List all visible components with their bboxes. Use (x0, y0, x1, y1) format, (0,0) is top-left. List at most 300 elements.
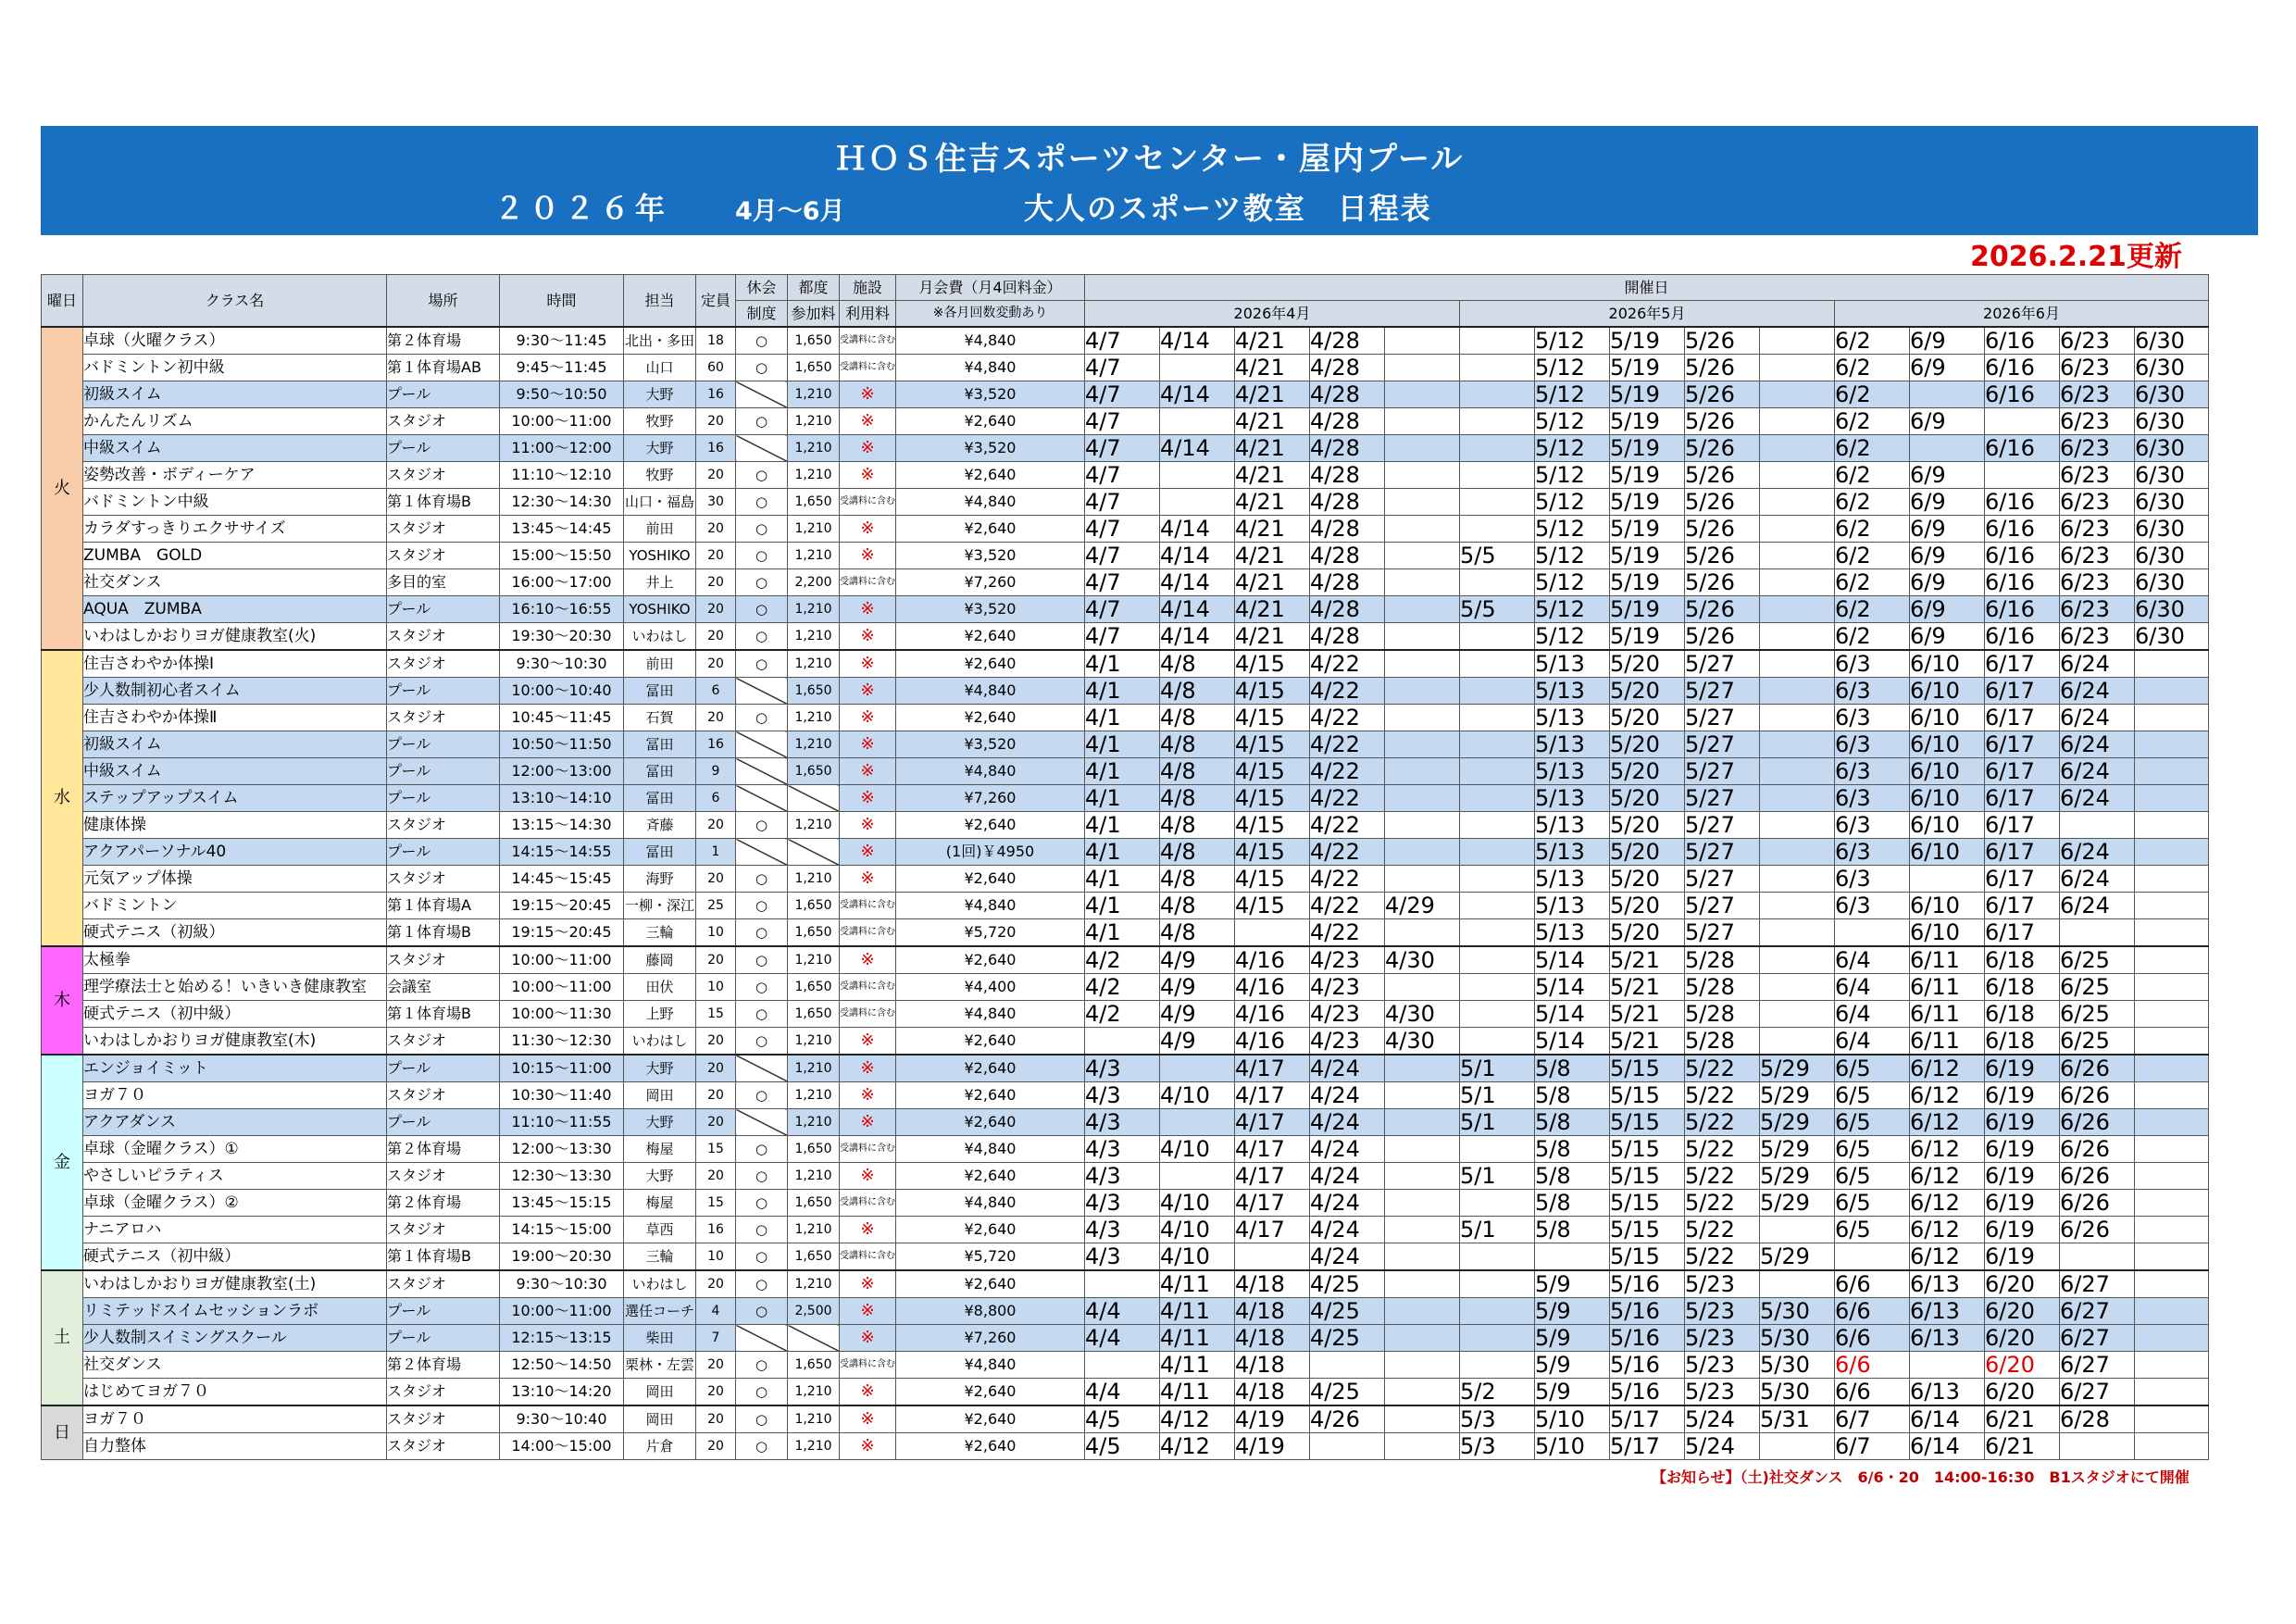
capacity-cell: 20 (696, 1270, 736, 1298)
date-cell: 4/22 (1310, 839, 1385, 866)
date-cell (1760, 462, 1835, 489)
date-cell (1385, 785, 1460, 812)
date-cell: 4/1 (1085, 678, 1160, 705)
capacity-cell: 9 (696, 758, 736, 785)
date-cell (1385, 839, 1460, 866)
date-cell: 5/16 (1610, 1298, 1685, 1325)
kyukai-cell: ○ (736, 705, 788, 731)
date-cell (1460, 893, 1535, 919)
date-cell: 6/9 (1910, 623, 1985, 651)
table-row (42, 462, 2209, 489)
date-cell: 6/23 (2060, 623, 2135, 651)
date-cell: 5/19 (1610, 569, 1685, 596)
kyukai-cell: ○ (736, 623, 788, 651)
date-cell (1460, 785, 1535, 812)
date-cell (1460, 705, 1535, 731)
class-name: リミテッドスイムセッションラボ (83, 1298, 387, 1325)
date-cell (1310, 1433, 1385, 1460)
capacity-cell: 16 (696, 1217, 736, 1243)
date-cell: 6/12 (1910, 1109, 1985, 1136)
date-cell: 5/14 (1535, 1001, 1610, 1028)
date-cell: 5/10 (1535, 1433, 1610, 1460)
date-cell: 4/14 (1160, 516, 1235, 543)
date-cell: 5/1 (1460, 1109, 1535, 1136)
instructor-cell: 上野 (624, 1001, 696, 1028)
instructor-cell: 藤岡 (624, 946, 696, 974)
table-row (42, 516, 2209, 543)
table-row (42, 1190, 2209, 1217)
date-cell: 6/3 (1835, 839, 1910, 866)
date-cell: 5/27 (1685, 785, 1760, 812)
date-cell: 4/14 (1160, 327, 1235, 355)
date-cell: 4/7 (1085, 569, 1160, 596)
date-cell (2135, 650, 2209, 678)
date-cell: 4/1 (1085, 839, 1160, 866)
time-cell: 12:50～14:50 (500, 1352, 624, 1379)
table-row (42, 1001, 2209, 1028)
date-cell (1160, 462, 1235, 489)
date-cell: 6/6 (1835, 1325, 1910, 1352)
facility-cell: ※ (840, 1109, 896, 1136)
date-cell: 6/2 (1835, 543, 1910, 569)
date-cell: 4/17 (1235, 1082, 1310, 1109)
date-cell: 5/28 (1685, 1001, 1760, 1028)
facility-cell: 受講料に含む (840, 974, 896, 1001)
date-cell: 4/30 (1385, 1028, 1460, 1056)
col-kyukai-1: 休会 (736, 275, 788, 301)
facility-cell: ※ (840, 650, 896, 678)
date-cell: 6/18 (1985, 974, 2060, 1001)
facility-cell: ※ (840, 1433, 896, 1460)
date-cell: 6/18 (1985, 946, 2060, 974)
date-cell (1760, 1217, 1835, 1243)
date-cell: 4/3 (1085, 1190, 1160, 1217)
time-cell: 13:15～14:30 (500, 812, 624, 839)
instructor-cell: 梅屋 (624, 1136, 696, 1163)
date-cell (1910, 381, 1985, 408)
facility-cell: 受講料に含む (840, 1001, 896, 1028)
date-cell: 6/10 (1910, 758, 1985, 785)
facility-cell: ※ (840, 1379, 896, 1406)
date-cell: 4/7 (1085, 435, 1160, 462)
instructor-cell: 大野 (624, 1109, 696, 1136)
date-cell: 4/28 (1310, 408, 1385, 435)
date-cell (1385, 596, 1460, 623)
date-cell: 6/24 (2060, 731, 2135, 758)
kyukai-cell: ○ (736, 1001, 788, 1028)
date-cell: 4/1 (1085, 866, 1160, 893)
date-cell: 5/20 (1610, 919, 1685, 947)
date-cell: 4/17 (1235, 1109, 1310, 1136)
time-cell: 19:15～20:45 (500, 893, 624, 919)
monthly-fee-cell: (1回)￥4950 (896, 839, 1085, 866)
date-cell: 5/8 (1535, 1163, 1610, 1190)
date-cell: 4/28 (1310, 623, 1385, 651)
date-cell (1385, 462, 1460, 489)
monthly-fee-cell: ¥7,260 (896, 569, 1085, 596)
instructor-cell: 冨田 (624, 839, 696, 866)
kyukai-cell: ○ (736, 569, 788, 596)
col-may: 2026年5月 (1460, 301, 1835, 328)
instructor-cell: いわはし (624, 623, 696, 651)
location-cell: プール (387, 839, 500, 866)
fee-cell (788, 839, 840, 866)
class-name: 中級スイム (83, 758, 387, 785)
col-shisetsu-2: 利用料 (840, 301, 896, 328)
monthly-fee-cell: ¥4,840 (896, 1190, 1085, 1217)
date-cell: 5/19 (1610, 543, 1685, 569)
date-cell: 6/24 (2060, 678, 2135, 705)
date-cell: 5/10 (1535, 1405, 1610, 1433)
date-cell: 6/30 (2135, 569, 2209, 596)
instructor-cell: 北出・多田 (624, 327, 696, 355)
capacity-cell: 20 (696, 1109, 736, 1136)
date-cell: 5/9 (1535, 1352, 1610, 1379)
date-cell: 6/23 (2060, 516, 2135, 543)
table-row (42, 355, 2209, 381)
date-cell: 4/25 (1310, 1379, 1385, 1406)
date-cell: 5/19 (1610, 381, 1685, 408)
class-name: バドミントン中級 (83, 489, 387, 516)
date-cell (1535, 1243, 1610, 1271)
monthly-fee-cell: ¥2,640 (896, 705, 1085, 731)
date-cell: 6/23 (2060, 355, 2135, 381)
date-cell: 5/8 (1535, 1082, 1610, 1109)
date-cell (2135, 785, 2209, 812)
date-cell: 4/28 (1310, 462, 1385, 489)
date-cell (1385, 543, 1460, 569)
facility-cell: ※ (840, 435, 896, 462)
facility-cell: 受講料に含む (840, 919, 896, 947)
date-cell: 6/5 (1835, 1082, 1910, 1109)
date-cell: 6/5 (1835, 1055, 1910, 1082)
instructor-cell: 梅屋 (624, 1190, 696, 1217)
location-cell: 会議室 (387, 974, 500, 1001)
date-cell: 6/19 (1985, 1082, 2060, 1109)
location-cell: スタジオ (387, 408, 500, 435)
date-cell: 5/23 (1685, 1298, 1760, 1325)
date-cell: 6/6 (1835, 1352, 1910, 1379)
date-cell (1160, 1055, 1235, 1082)
class-name: 健康体操 (83, 812, 387, 839)
class-name: 自力整体 (83, 1433, 387, 1460)
date-cell: 6/24 (2060, 866, 2135, 893)
date-cell: 5/13 (1535, 893, 1610, 919)
facility-cell: ※ (840, 785, 896, 812)
fee-cell (788, 785, 840, 812)
instructor-cell: 柴田 (624, 1325, 696, 1352)
date-cell: 5/30 (1760, 1352, 1835, 1379)
date-cell: 4/10 (1160, 1190, 1235, 1217)
date-cell: 6/16 (1985, 435, 2060, 462)
date-cell: 4/28 (1310, 543, 1385, 569)
date-cell: 4/1 (1085, 758, 1160, 785)
date-cell (1160, 355, 1235, 381)
kyukai-cell (736, 731, 788, 758)
date-cell: 5/26 (1685, 435, 1760, 462)
date-cell (1910, 1352, 1985, 1379)
date-cell: 6/4 (1835, 1001, 1910, 1028)
date-cell: 5/29 (1760, 1243, 1835, 1271)
facility-cell: 受講料に含む (840, 1243, 896, 1271)
date-cell: 6/5 (1835, 1163, 1910, 1190)
date-cell: 6/6 (1835, 1270, 1910, 1298)
date-cell: 6/19 (1985, 1109, 2060, 1136)
col-tsudo-2: 参加料 (788, 301, 840, 328)
kyukai-cell (736, 1109, 788, 1136)
date-cell (1910, 866, 1985, 893)
time-cell: 10:15～11:00 (500, 1055, 624, 1082)
date-cell: 5/8 (1535, 1190, 1610, 1217)
date-cell: 4/8 (1160, 839, 1235, 866)
class-name: はじめてヨガ７０ (83, 1379, 387, 1406)
location-cell: プール (387, 758, 500, 785)
class-name: かんたんリズム (83, 408, 387, 435)
fee-cell: 1,650 (788, 1190, 840, 1217)
capacity-cell: 15 (696, 1001, 736, 1028)
table-row (42, 812, 2209, 839)
monthly-fee-cell: ¥2,640 (896, 1082, 1085, 1109)
col-class: クラス名 (83, 275, 387, 328)
facility-cell: 受講料に含む (840, 1136, 896, 1163)
date-cell: 6/17 (1985, 812, 2060, 839)
date-cell: 4/15 (1235, 731, 1310, 758)
facility-cell: ※ (840, 731, 896, 758)
capacity-cell: 20 (696, 462, 736, 489)
date-cell (1160, 489, 1235, 516)
fee-cell: 1,210 (788, 1163, 840, 1190)
date-cell: 6/24 (2060, 650, 2135, 678)
date-cell: 4/10 (1160, 1136, 1235, 1163)
date-cell (2135, 1298, 2209, 1325)
col-shisetsu-1: 施設 (840, 275, 896, 301)
location-cell: 第１体育場B (387, 1243, 500, 1271)
date-cell: 6/2 (1835, 462, 1910, 489)
time-cell: 19:00～20:30 (500, 1243, 624, 1271)
date-cell (1085, 1028, 1160, 1056)
date-cell (1460, 650, 1535, 678)
date-cell: 5/17 (1610, 1405, 1685, 1433)
monthly-fee-cell: ¥7,260 (896, 785, 1085, 812)
date-cell: 5/29 (1760, 1163, 1835, 1190)
date-cell (1385, 1298, 1460, 1325)
location-cell: 第２体育場 (387, 1136, 500, 1163)
fee-cell: 1,650 (788, 1243, 840, 1271)
location-cell: プール (387, 1055, 500, 1082)
date-cell: 5/16 (1610, 1352, 1685, 1379)
date-cell: 6/9 (1910, 516, 1985, 543)
facility-cell: 受講料に含む (840, 893, 896, 919)
table-row (42, 1243, 2209, 1271)
date-cell: 6/12 (1910, 1055, 1985, 1082)
date-cell (1385, 919, 1460, 947)
date-cell (1760, 543, 1835, 569)
date-cell (1385, 678, 1460, 705)
date-cell: 5/22 (1685, 1163, 1760, 1190)
kyukai-cell: ○ (736, 408, 788, 435)
facility-cell: ※ (840, 596, 896, 623)
date-cell (2060, 919, 2135, 947)
location-cell: 第２体育場 (387, 327, 500, 355)
date-cell: 6/20 (1985, 1298, 2060, 1325)
date-cell: 6/2 (1835, 569, 1910, 596)
capacity-cell: 20 (696, 1055, 736, 1082)
date-cell: 5/29 (1760, 1109, 1835, 1136)
fee-cell: 1,210 (788, 462, 840, 489)
date-cell: 5/29 (1760, 1082, 1835, 1109)
date-cell: 4/1 (1085, 785, 1160, 812)
date-cell (1760, 596, 1835, 623)
date-cell: 5/27 (1685, 839, 1760, 866)
table-row (42, 946, 2209, 974)
date-cell (2135, 946, 2209, 974)
kyukai-cell (736, 1325, 788, 1352)
date-cell: 4/18 (1235, 1270, 1310, 1298)
date-cell: 4/3 (1085, 1163, 1160, 1190)
date-cell: 5/9 (1535, 1270, 1610, 1298)
time-cell: 9:45～11:45 (500, 355, 624, 381)
class-name: 社交ダンス (83, 569, 387, 596)
table-row (42, 1433, 2209, 1460)
date-cell: 6/17 (1985, 839, 2060, 866)
date-cell: 6/16 (1985, 516, 2060, 543)
capacity-cell: 25 (696, 893, 736, 919)
date-cell (1760, 1433, 1835, 1460)
class-name: いわはしかおりヨガ健康教室(木) (83, 1028, 387, 1056)
date-cell (1385, 1243, 1460, 1271)
date-cell: 5/16 (1610, 1270, 1685, 1298)
date-cell: 4/15 (1235, 893, 1310, 919)
day-cell: 水 (42, 650, 83, 946)
time-cell: 9:30～11:45 (500, 327, 624, 355)
date-cell: 6/14 (1910, 1405, 1985, 1433)
date-cell (1235, 1243, 1310, 1271)
date-cell: 6/2 (1835, 327, 1910, 355)
date-cell (2135, 919, 2209, 947)
facility-cell: ※ (840, 678, 896, 705)
date-cell: 6/16 (1985, 569, 2060, 596)
date-cell: 6/27 (2060, 1298, 2135, 1325)
fee-cell: 1,210 (788, 1109, 840, 1136)
table-row (42, 974, 2209, 1001)
monthly-fee-cell: ¥2,640 (896, 866, 1085, 893)
date-cell: 6/10 (1910, 650, 1985, 678)
date-cell: 5/9 (1535, 1379, 1610, 1406)
date-cell: 5/23 (1685, 1379, 1760, 1406)
location-cell: スタジオ (387, 1082, 500, 1109)
location-cell: プール (387, 1109, 500, 1136)
date-cell: 6/9 (1910, 489, 1985, 516)
date-cell: 6/11 (1910, 1028, 1985, 1056)
monthly-fee-cell: ¥2,640 (896, 516, 1085, 543)
date-cell: 6/3 (1835, 866, 1910, 893)
kyukai-cell (736, 785, 788, 812)
time-cell: 10:50～11:50 (500, 731, 624, 758)
facility-cell: ※ (840, 623, 896, 651)
date-cell: 6/20 (1985, 1270, 2060, 1298)
capacity-cell: 16 (696, 381, 736, 408)
date-cell: 5/22 (1685, 1217, 1760, 1243)
location-cell: プール (387, 1298, 500, 1325)
kyukai-cell (736, 1055, 788, 1082)
class-name: 初級スイム (83, 381, 387, 408)
class-name: 硬式テニス（初中級） (83, 1243, 387, 1271)
capacity-cell: 10 (696, 919, 736, 947)
date-cell: 4/11 (1160, 1379, 1235, 1406)
date-cell: 4/11 (1160, 1270, 1235, 1298)
date-cell (1160, 1163, 1235, 1190)
location-cell: スタジオ (387, 1217, 500, 1243)
date-cell: 6/2 (1835, 489, 1910, 516)
date-cell: 4/18 (1235, 1298, 1310, 1325)
date-cell: 6/27 (2060, 1270, 2135, 1298)
date-cell: 4/14 (1160, 569, 1235, 596)
time-cell: 11:10～12:10 (500, 462, 624, 489)
time-cell: 12:30～13:30 (500, 1163, 624, 1190)
facility-cell: ※ (840, 758, 896, 785)
table-row (42, 1217, 2209, 1243)
instructor-cell: 井上 (624, 569, 696, 596)
kyukai-cell: ○ (736, 1298, 788, 1325)
date-cell: 6/26 (2060, 1136, 2135, 1163)
facility-cell: ※ (840, 1270, 896, 1298)
table-row (42, 1298, 2209, 1325)
col-april: 2026年4月 (1085, 301, 1460, 328)
kyukai-cell: ○ (736, 1433, 788, 1460)
date-cell: 6/17 (1985, 650, 2060, 678)
date-cell: 5/20 (1610, 678, 1685, 705)
date-cell: 6/12 (1910, 1163, 1985, 1190)
date-cell (1460, 1028, 1535, 1056)
monthly-fee-cell: ¥3,520 (896, 596, 1085, 623)
capacity-cell: 20 (696, 946, 736, 974)
time-cell: 12:15～13:15 (500, 1325, 624, 1352)
facility-cell: ※ (840, 1163, 896, 1190)
date-cell: 4/23 (1310, 974, 1385, 1001)
monthly-fee-cell: ¥3,520 (896, 381, 1085, 408)
date-cell: 5/26 (1685, 355, 1760, 381)
date-cell (1385, 812, 1460, 839)
date-cell: 5/30 (1760, 1379, 1835, 1406)
date-cell: 4/8 (1160, 785, 1235, 812)
date-cell: 5/15 (1610, 1163, 1685, 1190)
kyukai-cell (736, 381, 788, 408)
date-cell: 6/3 (1835, 893, 1910, 919)
date-cell: 4/7 (1085, 516, 1160, 543)
date-cell: 4/3 (1085, 1109, 1160, 1136)
date-cell (2135, 758, 2209, 785)
date-cell (1760, 812, 1835, 839)
date-cell: 4/4 (1085, 1325, 1160, 1352)
date-cell: 5/20 (1610, 812, 1685, 839)
date-cell: 5/12 (1535, 489, 1610, 516)
date-cell: 6/3 (1835, 812, 1910, 839)
date-cell: 6/13 (1910, 1298, 1985, 1325)
facility-cell: 受講料に含む (840, 489, 896, 516)
facility-cell: ※ (840, 1055, 896, 1082)
date-cell: 5/27 (1685, 731, 1760, 758)
kyukai-cell: ○ (736, 1028, 788, 1056)
monthly-fee-cell: ¥4,840 (896, 327, 1085, 355)
date-cell: 5/12 (1535, 408, 1610, 435)
date-cell: 4/22 (1310, 866, 1385, 893)
instructor-cell: 山口 (624, 355, 696, 381)
date-cell (1385, 408, 1460, 435)
date-cell: 5/19 (1610, 596, 1685, 623)
fee-cell: 1,650 (788, 974, 840, 1001)
date-cell: 6/17 (1985, 919, 2060, 947)
schedule-table (41, 274, 2209, 1460)
